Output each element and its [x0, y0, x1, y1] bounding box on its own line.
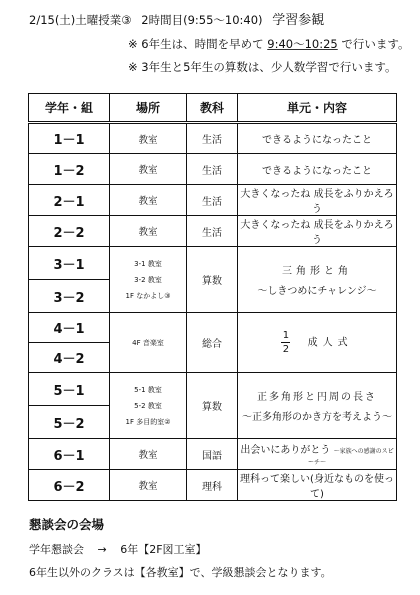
place-line: 3-2 教室 [134, 275, 162, 284]
header-line-2 [128, 36, 409, 52]
table-row [29, 216, 397, 247]
meeting-line-1 [29, 541, 207, 557]
unit-line: 正多角形と円周の長さ [257, 392, 377, 403]
unit-line: ～しきつめにチャレンジ～ [257, 286, 377, 297]
col-header-class: 学年・組 [29, 94, 110, 123]
class-cell: 3－1 [29, 247, 110, 280]
event-period: 2時間目(9:55～10:40) [141, 13, 263, 27]
table-row [29, 439, 397, 470]
subject-cell: 生活 [187, 216, 238, 247]
place-line: 1F 多目的室② [125, 417, 171, 426]
class-cell: 5－1 [29, 373, 110, 406]
unit-cell: できるようになったこと [238, 123, 397, 154]
place-cell: 教室 [110, 123, 187, 154]
class-cell: 6－1 [29, 439, 110, 470]
meeting-section-title: 懇談会の会場 [29, 517, 105, 532]
class-cell: 4－2 [29, 343, 110, 373]
class-cell: 4－1 [29, 313, 110, 343]
col-header-unit: 単元・内容 [238, 94, 397, 123]
table-header-row [29, 94, 397, 123]
unit-subtext: ～家族への感謝のスピーチ～ [307, 448, 394, 466]
unit-line: 三角形と角 [282, 266, 352, 277]
fraction-denominator: 2 [282, 344, 290, 355]
col-header-place: 場所 [110, 94, 187, 123]
note-6th-prefix: ※ 6年生は、時間を早めて [128, 37, 264, 51]
arrow-icon: → [97, 543, 107, 556]
subject-cell: 生活 [187, 154, 238, 185]
subject-cell: 算数 [187, 373, 238, 439]
table-row [29, 247, 397, 280]
subject-cell: 算数 [187, 247, 238, 313]
unit-cell: 大きくなったね 成長をふりかえろう [238, 185, 397, 216]
table-row [29, 373, 397, 406]
class-cell: 1－1 [29, 123, 110, 154]
unit-cell [238, 439, 397, 470]
class-cell: 2－1 [29, 185, 110, 216]
place-cell: 教室 [110, 216, 187, 247]
note-6th-suffix: で行います。 [341, 37, 410, 51]
class-cell: 6－2 [29, 470, 110, 501]
schedule-table [28, 93, 397, 501]
table-row [29, 470, 397, 501]
place-line: 3-1 教室 [134, 259, 162, 268]
place-cell: 4F 音楽室 [110, 313, 187, 373]
subject-cell: 国語 [187, 439, 238, 470]
table-row [29, 185, 397, 216]
table-row [29, 154, 397, 185]
unit-text: 出会いにありがとう [240, 445, 331, 456]
unit-text: 成人式 [307, 337, 353, 349]
place-line: 5-1 教室 [134, 385, 162, 394]
unit-cell [238, 247, 397, 313]
header-line-3: ※ 3年生と5年生の算数は、少人数学習で行います。 [128, 60, 397, 74]
fraction-numerator: 1 [282, 330, 290, 341]
class-cell: 3－2 [29, 280, 110, 313]
fraction [281, 330, 290, 355]
subject-cell: 総合 [187, 313, 238, 373]
col-header-subject: 教科 [187, 94, 238, 123]
event-date: 2/15(土)土曜授業③ [29, 13, 132, 27]
note-6th-time: 9:40～10:25 [267, 37, 338, 51]
place-cell: 教室 [110, 154, 187, 185]
header-line-1 [29, 9, 324, 28]
unit-cell [238, 373, 397, 439]
unit-line: ～正多角形のかき方を考えよう～ [242, 412, 392, 423]
class-cell: 5－2 [29, 406, 110, 439]
unit-cell [238, 313, 397, 373]
place-cell [110, 373, 187, 439]
event-title: 学習参観 [272, 13, 325, 28]
table-row [29, 123, 397, 154]
place-cell [110, 247, 187, 313]
subject-cell: 生活 [187, 123, 238, 154]
unit-cell: できるようになったこと [238, 154, 397, 185]
place-line: 5-2 教室 [134, 401, 162, 410]
meeting-grade-place: 6年【2F図工室】 [120, 543, 207, 556]
meeting-grade-label: 学年懇談会 [29, 543, 84, 556]
meeting-line-2: 6年生以外のクラスは【各教室】で、学級懇談会となります。 [29, 566, 332, 579]
subject-cell: 理科 [187, 470, 238, 501]
unit-cell: 理科って楽しい(身近なものを使って) [238, 470, 397, 501]
table-row [29, 313, 397, 343]
place-cell: 教室 [110, 439, 187, 470]
place-line: 1F なかよし③ [125, 291, 171, 300]
place-cell: 教室 [110, 185, 187, 216]
fraction-bar [281, 342, 290, 343]
class-cell: 1－2 [29, 154, 110, 185]
place-cell: 教室 [110, 470, 187, 501]
unit-cell: 大きくなったね 成長をふりかえろう [238, 216, 397, 247]
subject-cell: 生活 [187, 185, 238, 216]
class-cell: 2－2 [29, 216, 110, 247]
